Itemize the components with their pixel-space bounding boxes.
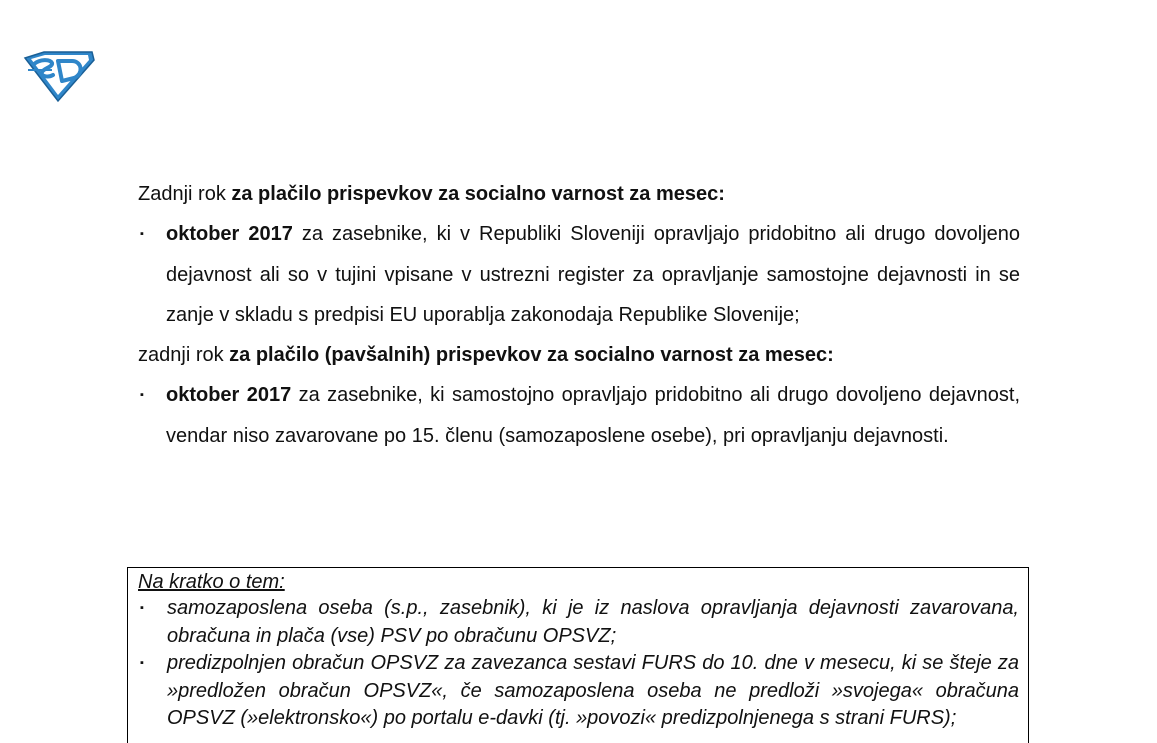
section2-item-month: oktober 2017	[166, 384, 292, 407]
section1-heading-plain: Zadnji rok	[138, 183, 232, 205]
bullet-icon: ▪	[140, 228, 144, 241]
bullet-icon: ▪	[140, 389, 144, 402]
summary-list-item	[138, 595, 1019, 650]
section2-list-item	[138, 375, 1020, 456]
bullet-icon: ▪	[140, 602, 144, 614]
sd-shield-logo	[22, 48, 96, 104]
summary-box	[127, 567, 1029, 743]
section1-item-text: za zasebnike, ki v Republiki Sloveniji opravljajo pridobitno ali drugo dovoljeno dejavnost ali so v tujini vpisane v ustrezni register za opravljanje samostojne dejavnosti in se zanje v skladu s predpisi EU uporablja zakonodaja Republike Slovenije;	[166, 223, 1021, 326]
section1-heading-bold: za plačilo prispevkov za socialno varnost za mesec:	[231, 183, 725, 205]
section1-list-item	[138, 214, 1020, 335]
section2-heading-plain: zadnji rok	[138, 344, 230, 367]
section1-heading	[138, 174, 1020, 214]
section2-item-text: za zasebnike, ki samostojno opravljajo pridobitno ali drugo dovoljeno dejavnost, vendar niso zavarovane po 15. členu (samozaposlene osebe), pri opravljanju dejavnosti.	[166, 384, 1021, 447]
summary-item-text: predizpolnjen obračun OPSVZ za zavezanca sestavi FURS do 10. dne v mesecu, ki se šteje za »predložen obračun OPSVZ«, če samozaposlena oseba ne predloži »svojega« obračuna OPSVZ (»elektronsko«) po portalu e-davki (tj. »povozi« predizpolnjenega s strani FURS);	[167, 652, 1019, 729]
summary-list-item	[138, 650, 1019, 733]
summary-box-title: Na kratko o tem:	[138, 571, 285, 593]
section1-item-month: oktober 2017	[166, 223, 293, 246]
section2-heading-bold: za plačilo (pavšalnih) prispevkov za socialno varnost za mesec:	[229, 344, 834, 367]
section2-heading	[138, 335, 1020, 375]
summary-item-text: samozaposlena oseba (s.p., zasebnik), ki je iz naslova opravljanja dejavnosti zavarovana, obračuna in plača (vse) PSV po obračunu OPSVZ;	[167, 597, 1019, 647]
document-body	[138, 174, 1020, 456]
bullet-icon: ▪	[140, 657, 144, 669]
